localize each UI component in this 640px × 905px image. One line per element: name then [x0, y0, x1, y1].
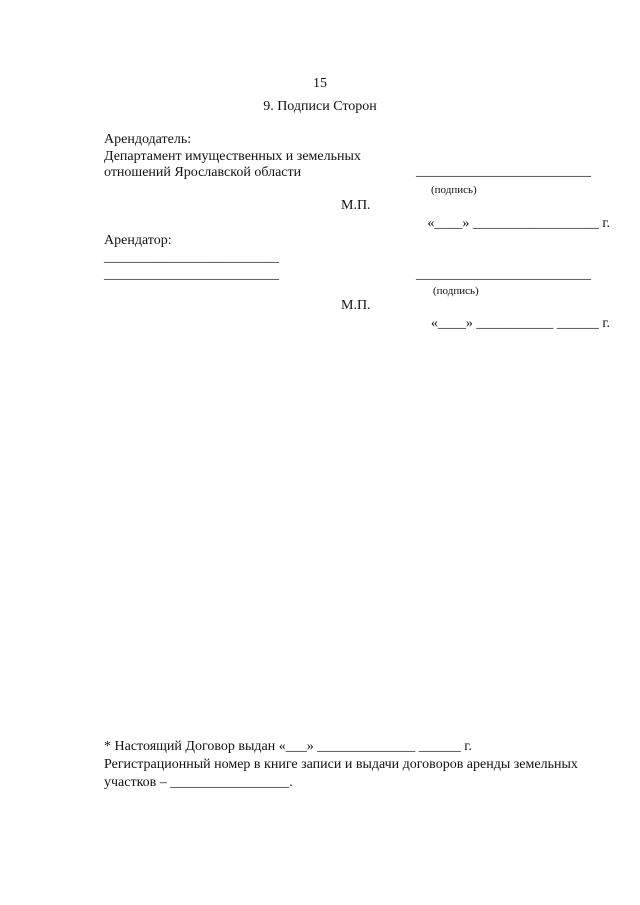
- lessor-org-line2: отношений Ярославской области: [104, 165, 302, 180]
- page-number: 15: [313, 76, 327, 91]
- lessor-stamp: М.П.: [341, 198, 371, 213]
- section-title: 9. Подписи Сторон: [263, 99, 377, 114]
- tenant-stamp: М.П.: [341, 298, 371, 313]
- footnote-line1: * Настоящий Договор выдан «___» ______________ ______ г.: [104, 739, 472, 754]
- lessor-label: Арендодатель:: [104, 132, 192, 147]
- lessor-org-line1: Департамент имущественных и земельных: [104, 149, 361, 164]
- tenant-signature-caption: (подпись): [433, 285, 479, 297]
- tenant-signature-line: _________________________: [416, 267, 591, 282]
- lessor-signature-caption: (подпись): [431, 184, 477, 196]
- tenant-blank-line1: _________________________: [104, 250, 279, 265]
- lessor-date-line: «____» __________________ г.: [427, 216, 610, 231]
- lessor-signature-line: _________________________: [416, 164, 591, 179]
- tenant-label: Арендатор:: [104, 233, 172, 248]
- tenant-blank-line2: _________________________: [104, 267, 279, 282]
- footnote-line2: Регистрационный номер в книге записи и выдачи договоров аренды земельных: [104, 757, 578, 772]
- footnote-line3: участков – _________________.: [104, 775, 293, 790]
- tenant-date-line: «____» ___________ ______ г.: [430, 316, 610, 331]
